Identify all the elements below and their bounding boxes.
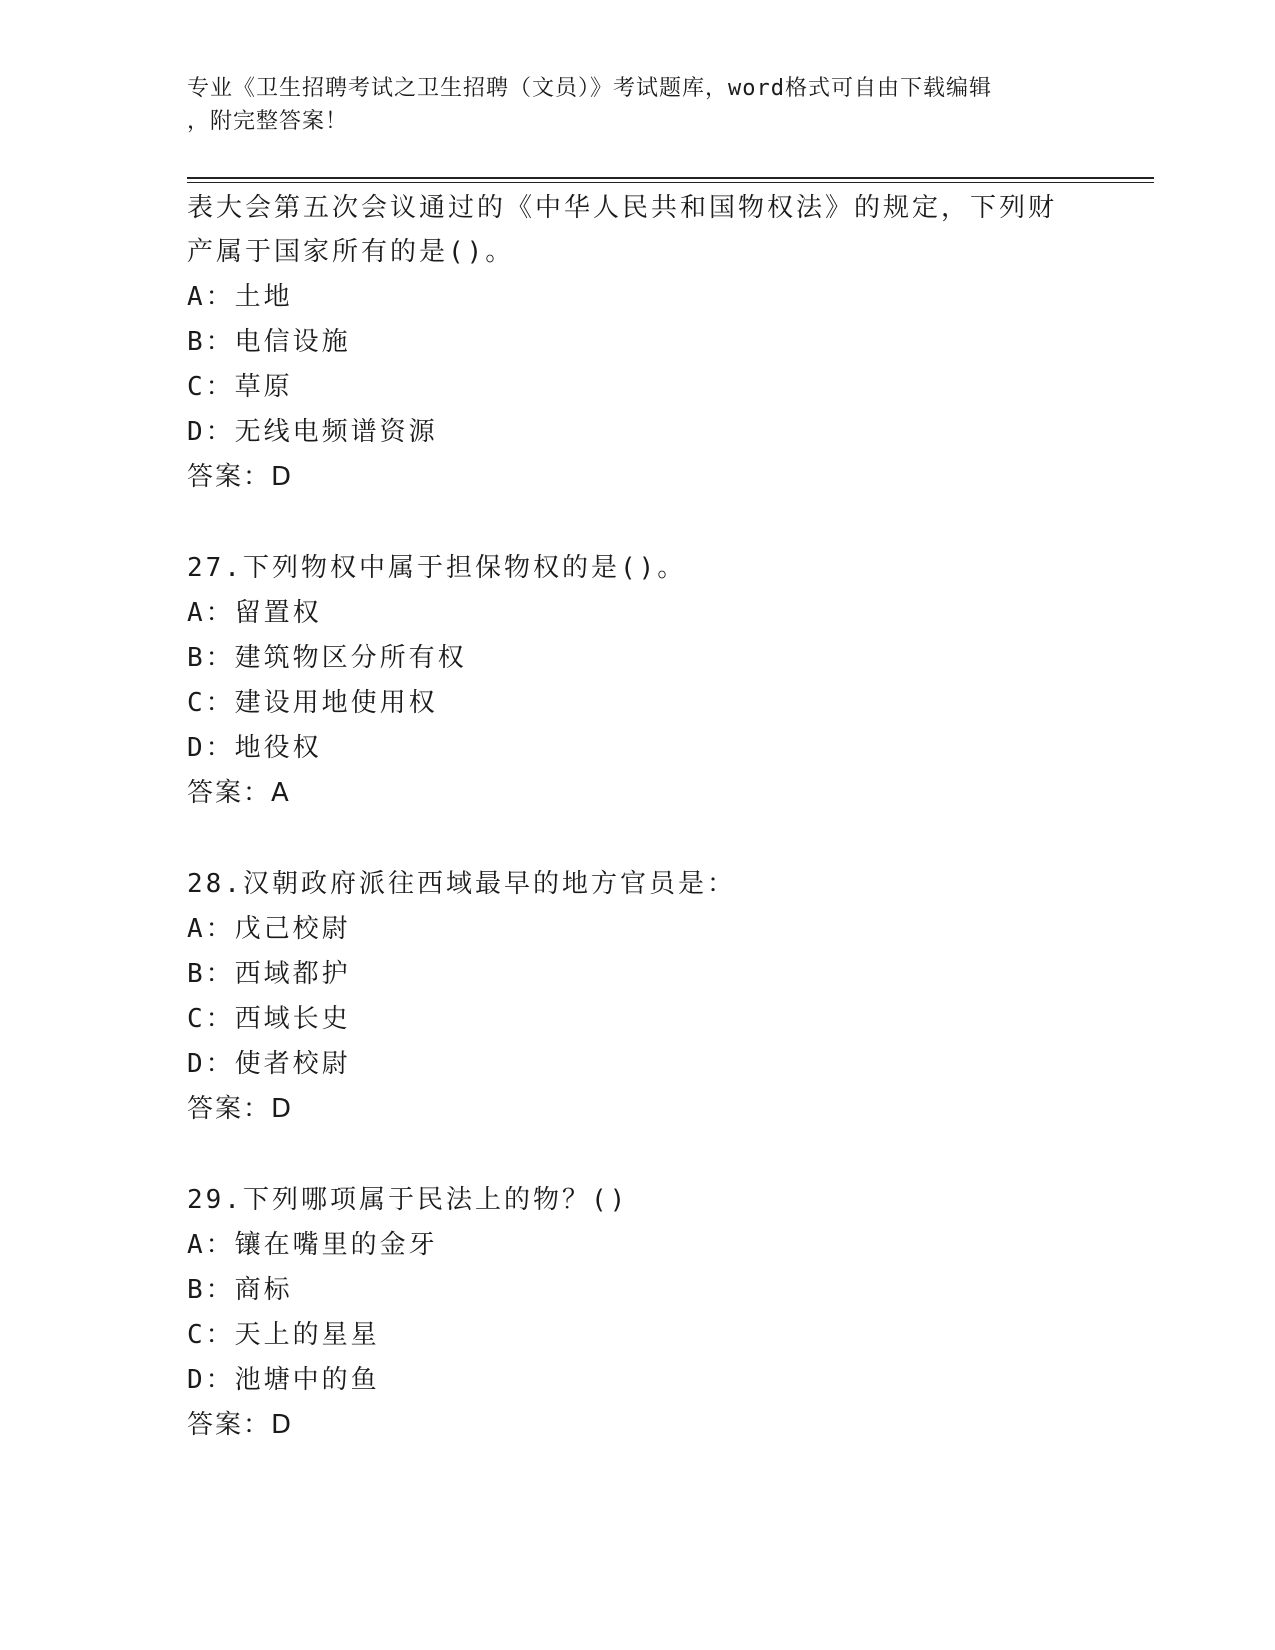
question-29-answer: 答案：D xyxy=(187,1410,294,1440)
question-26-stem-line-1: 表大会第五次会议通过的《中华人民共和国物权法》的规定，下列财 xyxy=(187,193,1058,223)
question-27-option-a: A：留置权 xyxy=(187,598,322,628)
question-26-stem-line-2: 产属于国家所有的是()。 xyxy=(187,237,515,267)
question-29-option-c: C：天上的星星 xyxy=(187,1320,380,1350)
header-divider xyxy=(187,177,1154,183)
question-27-option-d: D：地役权 xyxy=(187,733,322,763)
question-29-stem: 29.下列哪项属于民法上的物？() xyxy=(187,1185,629,1215)
question-26-option-b: B：电信设施 xyxy=(187,327,351,357)
question-28-answer: 答案：D xyxy=(187,1094,294,1124)
question-26-option-c: C：草原 xyxy=(187,372,293,402)
question-27-stem: 27.下列物权中属于担保物权的是()。 xyxy=(187,553,687,583)
question-29-option-b: B：商标 xyxy=(187,1275,293,1305)
header-line-2: ，附完整答案！ xyxy=(187,109,349,134)
question-28-option-d: D：使者校尉 xyxy=(187,1049,351,1079)
question-27-answer: 答案：A xyxy=(187,778,291,808)
question-28-option-b: B：西域都护 xyxy=(187,959,351,989)
question-28-stem: 28.汉朝政府派往西域最早的地方官员是： xyxy=(187,869,736,899)
divider-line-top xyxy=(187,177,1154,179)
question-26-option-a: A：土地 xyxy=(187,282,293,312)
question-28-option-a: A：戊己校尉 xyxy=(187,914,351,944)
question-29-option-d: D：池塘中的鱼 xyxy=(187,1365,380,1395)
question-26-option-d: D：无线电频谱资源 xyxy=(187,417,438,447)
header-line-1: 专业《卫生招聘考试之卫生招聘（文员）》考试题库，word格式可自由下载编辑 xyxy=(187,76,992,101)
document-header xyxy=(187,72,1067,138)
question-27-option-c: C：建设用地使用权 xyxy=(187,688,438,718)
question-27-option-b: B：建筑物区分所有权 xyxy=(187,643,467,673)
divider-line-bottom xyxy=(187,182,1154,183)
question-26-answer: 答案：D xyxy=(187,462,294,492)
question-28-option-c: C：西域长史 xyxy=(187,1004,351,1034)
question-29-option-a: A：镶在嘴里的金牙 xyxy=(187,1230,438,1260)
